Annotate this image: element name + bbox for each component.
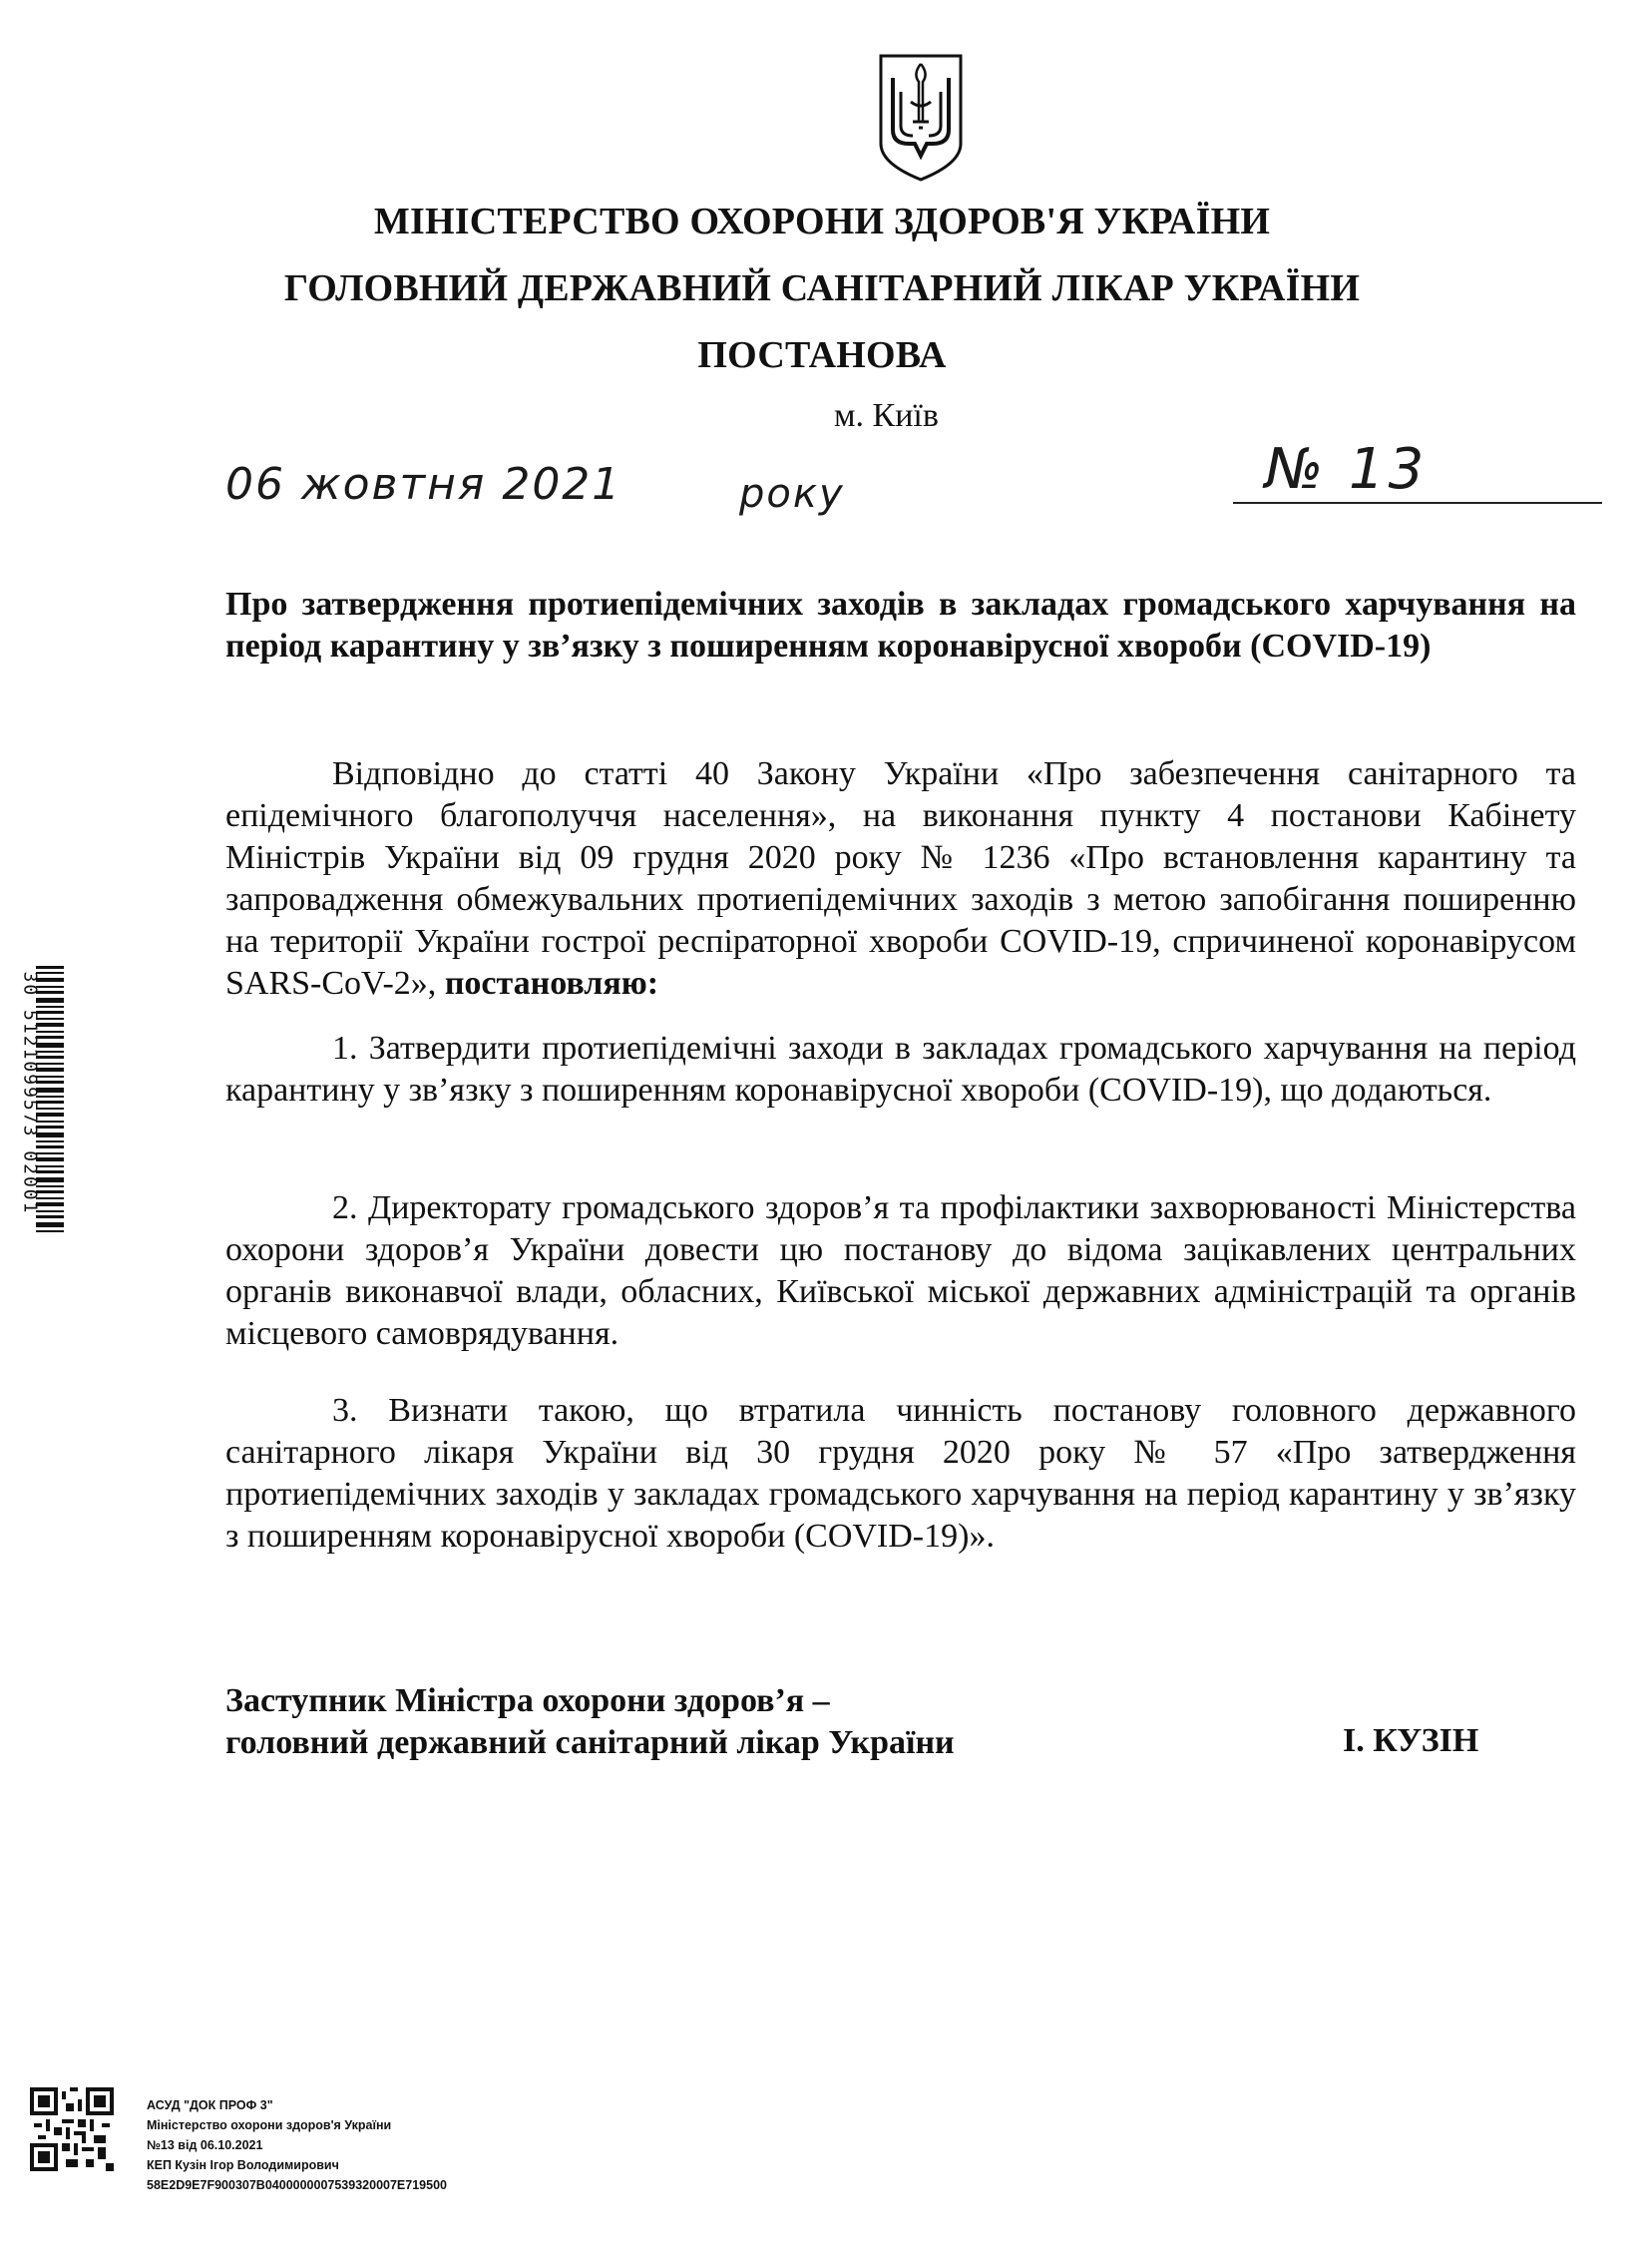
item-1: 1. Затвердити протиепідемічні заходи в закладах громадського харчування на період карантину у зв’язку з поширенням коронавірусної хвороби (COVID-19), що додаються.	[225, 1030, 1576, 1109]
e-signature-stamp	[147, 2095, 447, 2195]
qr-code-icon	[30, 2087, 114, 2171]
handwritten-number: № 13	[1265, 437, 1429, 502]
stamp-system: АСУД "ДОК ПРОФ 3"	[147, 2098, 273, 2112]
signature-line-1: Заступник Міністра охорони здоров’я –	[225, 1682, 830, 1719]
number-underline	[1233, 502, 1602, 504]
stamp-hash: 58E2D9E7F900307B0400000007539320007E719500	[147, 2178, 447, 2192]
signature-line-2: головний державний санітарний лікар України	[225, 1724, 955, 1761]
handwritten-date	[225, 459, 845, 517]
trident-emblem-icon	[875, 52, 967, 184]
ministry-name: МІНІСТЕРСТВО ОХОРОНИ ЗДОРОВ'Я УКРАЇНИ	[373, 201, 1271, 242]
office-name: ГОЛОВНИЙ ДЕРЖАВНИЙ САНІТАРНИЙ ЛІКАР УКРАЇНИ	[283, 267, 1361, 309]
intro-text: Відповідно до статті 40 Закону України «Про забезпечення санітарного та епідемічного благополуччя населення», на виконання пункту 4 постанови Кабінету Міністрів України від 09 грудня 2020 року № 1236 «Про встановлення карантину та запровадження обмежувальних протиепідемічних заходів з метою запобігання поширенню на території України гострої респіраторної хвороби COVID-19, спричиненої коронавірусом SARS-CoV-2»,	[225, 755, 1576, 1002]
document-title: Про затвердження протиепідемічних заходів в закладах громадського харчування на період карантину у зв’язку з поширенням коронавірусної хвороби (COVID-19)	[225, 586, 1576, 665]
stamp-reg: №13 від 06.10.2021	[147, 2138, 263, 2152]
intro-decree: постановляю:	[444, 965, 659, 1002]
stamp-org: Міністерство охорони здоров'я України	[147, 2118, 392, 2132]
barcode-digits: 30 5121099573 02001	[19, 971, 41, 1215]
stamp-signer: КЕП Кузін Ігор Володимирович	[147, 2158, 339, 2172]
intro-paragraph	[225, 753, 1576, 1005]
signer-name: І. КУЗІН	[1343, 1722, 1479, 1759]
item-2: 2. Директорату громадського здоров’я та профілактики захворюваності Міністерства охорони здоров’я України довести цю постанову до відома зацікавлених центральних органів виконавчої влади, обласних, Київської міської державних адміністрацій та органів місцевого самоврядування.	[225, 1189, 1576, 1352]
document-type: ПОСТАНОВА	[697, 334, 947, 376]
date-text: 06 жовтня 2021	[225, 459, 622, 510]
year-word: року	[739, 471, 845, 517]
item-3: 3. Визнати такою, що втратила чинність постанову головного державного санітарного лікаря України від 30 грудня 2020 року № 57 «Про затвердження протиепідемічних заходів у закладах громадського харчування на період карантину у зв’язку з поширенням коронавірусної хвороби (COVID-19)».	[225, 1392, 1576, 1555]
signature-block	[225, 1680, 955, 1764]
city: м. Київ	[834, 397, 939, 434]
